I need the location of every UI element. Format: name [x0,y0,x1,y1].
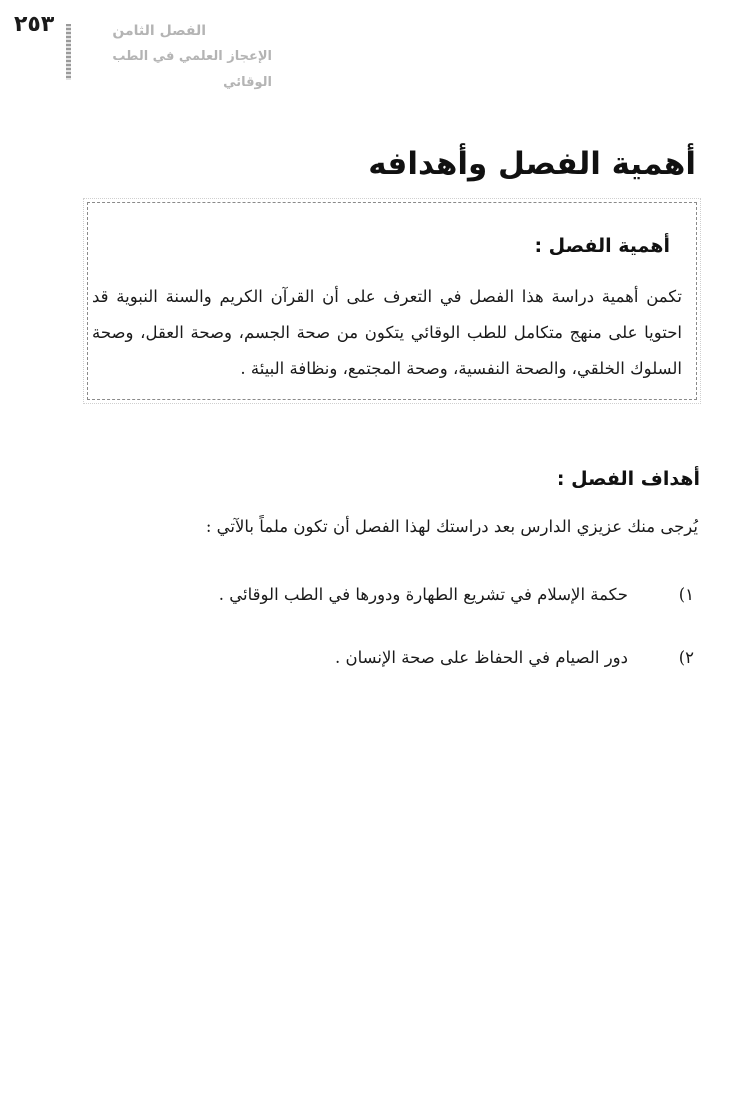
page-title: أهمية الفصل وأهدافه [368,146,696,182]
importance-body: تكمن أهمية دراسة هذا الفصل في التعرف على أن القرآن الكريم والسنة النبوية قد احتويا على منهج متكامل للطب الوقائي يتكون من صحة الجسم، وصحة العقل، وصحة السلوك الخلقي، والصحة النفسية، وصحة المجتمع، ونظافة البيئة . [92,287,682,378]
chapter-label: الفصل الثامن [112,23,206,39]
objective-number: ٢) [678,648,694,667]
page-number: ٢٥٣ [14,12,55,37]
importance-box [87,202,697,400]
running-header [66,18,272,96]
objective-text: حكمة الإسلام في تشريع الطهارة ودورها في الطب الوقائي . [218,585,628,604]
objectives-heading: أهداف الفصل : [556,468,700,490]
objective-text: دور الصيام في الحفاظ على صحة الإنسان . [335,648,628,667]
objective-number: ١) [678,585,694,604]
chapter-subtitle: الإعجاز العلمي في الطب الوقائي [112,49,272,90]
objective-item [94,643,694,673]
objective-item [94,580,694,610]
objectives-intro: يُرجى منك عزيزي الدارس بعد دراستك لهذا الفصل أن تكون ملماً بالآتي : [205,517,698,536]
importance-heading: أهمية الفصل : [534,235,670,257]
